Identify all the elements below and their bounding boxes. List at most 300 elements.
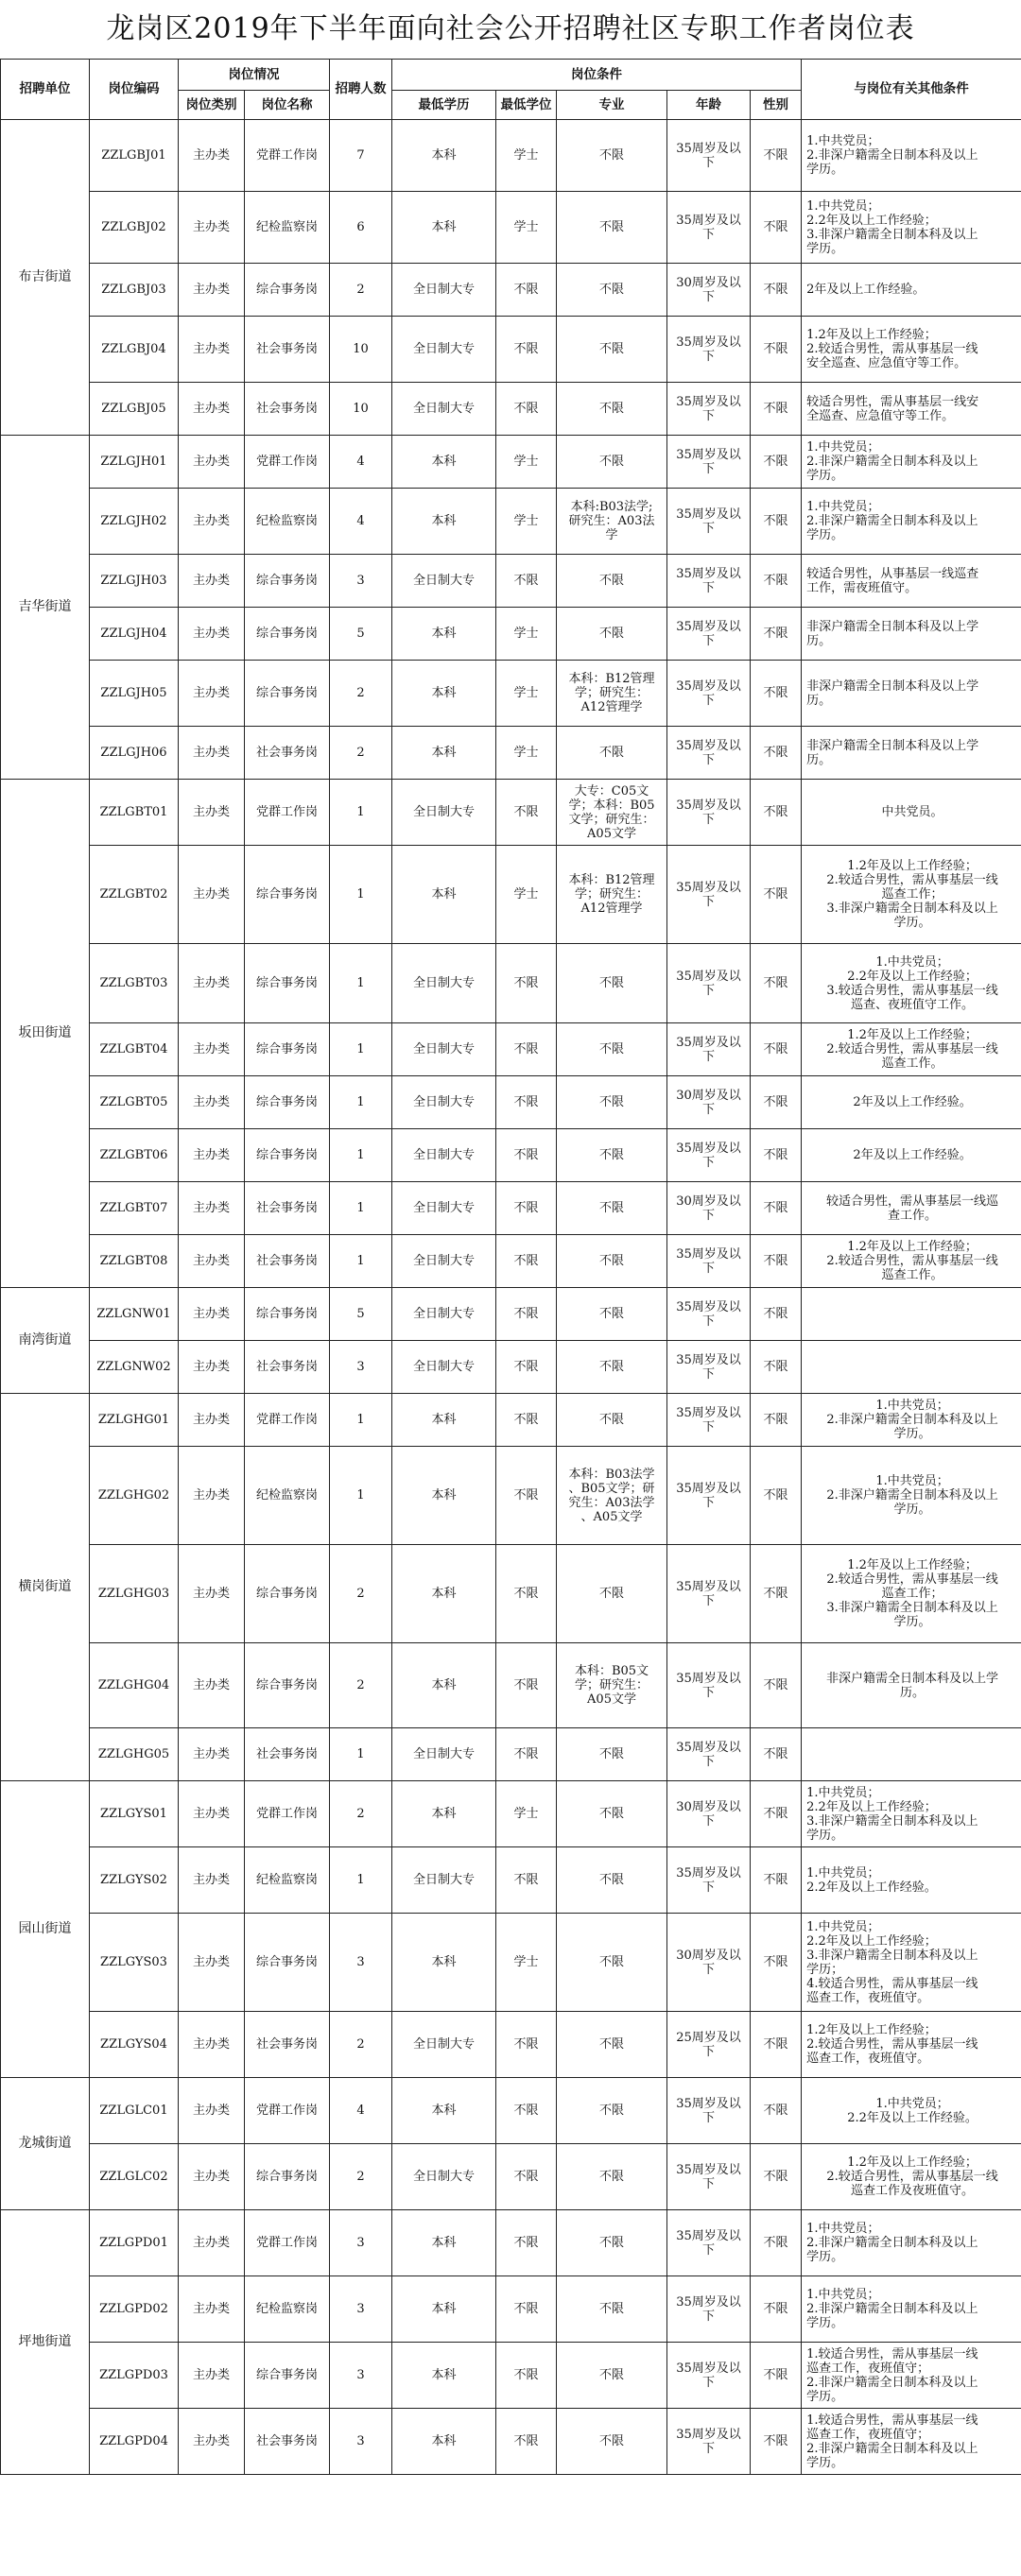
cell-code: ZZLGJH06 [90, 727, 179, 780]
cell-major: 本科：B12管理 学；研究生： A12管理学 [557, 661, 667, 727]
cell-gender: 不限 [751, 1076, 802, 1129]
cell-count: 4 [330, 2078, 392, 2144]
cell-edu: 本科 [392, 1914, 496, 2012]
cell-name: 综合事务岗 [245, 555, 330, 608]
cell-degree: 不限 [496, 2078, 557, 2144]
cell-degree: 学士 [496, 727, 557, 780]
table-row [1, 192, 1021, 264]
cell-degree: 不限 [496, 317, 557, 383]
cell-gender: 不限 [751, 2078, 802, 2144]
cell-gender: 不限 [751, 2343, 802, 2409]
cell-code: ZZLGPD02 [90, 2276, 179, 2343]
cell-name: 纪检监察岗 [245, 2276, 330, 2343]
cell-age: 35周岁及以 下 [667, 1394, 751, 1447]
cell-major: 不限 [557, 1288, 667, 1341]
cell-name: 纪检监察岗 [245, 1847, 330, 1914]
cell-other: 2年及以上工作经验。 [802, 1076, 1021, 1129]
cell-degree: 不限 [496, 2343, 557, 2409]
cell-degree: 不限 [496, 1288, 557, 1341]
cell-code: ZZLGJH01 [90, 436, 179, 489]
cell-count: 1 [330, 1129, 392, 1182]
cell-type: 主办类 [179, 1129, 245, 1182]
cell-unit: 横岗街道 [1, 1394, 90, 1781]
cell-name: 综合事务岗 [245, 661, 330, 727]
cell-edu: 全日制大专 [392, 1129, 496, 1182]
cell-type: 主办类 [179, 608, 245, 661]
cell-type: 主办类 [179, 383, 245, 436]
cell-other: 1.较适合男性，需从事基层一线 巡查工作，夜班值守； 2.非深户籍需全日制本科及以上 学历。 [802, 2409, 1021, 2475]
cell-major: 不限 [557, 1076, 667, 1129]
cell-code: ZZLGJH03 [90, 555, 179, 608]
cell-type: 主办类 [179, 192, 245, 264]
table-row [1, 780, 1021, 846]
cell-age: 35周岁及以 下 [667, 383, 751, 436]
cell-other: 1.2年及以上工作经验； 2.较适合男性，需从事基层一线 巡查工作； 3.非深户籍需全日制本科及以上 学历。 [802, 846, 1021, 944]
cell-gender: 不限 [751, 1545, 802, 1643]
cell-name: 综合事务岗 [245, 2343, 330, 2409]
cell-other: 1.2年及以上工作经验； 2.较适合男性，需从事基层一线 巡查工作。 [802, 1235, 1021, 1288]
cell-count: 1 [330, 1023, 392, 1076]
cell-name: 社会事务岗 [245, 1182, 330, 1235]
cell-major: 不限 [557, 1182, 667, 1235]
cell-gender: 不限 [751, 2144, 802, 2210]
table-row [1, 383, 1021, 436]
cell-age: 35周岁及以 下 [667, 192, 751, 264]
header-major: 专业 [557, 91, 667, 120]
cell-code: ZZLGNW01 [90, 1288, 179, 1341]
cell-count: 6 [330, 192, 392, 264]
cell-name: 纪检监察岗 [245, 1447, 330, 1545]
cell-edu: 本科 [392, 489, 496, 555]
cell-degree: 不限 [496, 1129, 557, 1182]
cell-major: 不限 [557, 317, 667, 383]
cell-name: 社会事务岗 [245, 2409, 330, 2475]
cell-other: 1.中共党员； 2.非深户籍需全日制本科及以上 学历。 [802, 489, 1021, 555]
cell-type: 主办类 [179, 1394, 245, 1447]
cell-major: 不限 [557, 1781, 667, 1847]
cell-gender: 不限 [751, 1847, 802, 1914]
cell-name: 党群工作岗 [245, 1394, 330, 1447]
cell-other: 1.2年及以上工作经验； 2.较适合男性，需从事基层一线 巡查工作。 [802, 1023, 1021, 1076]
cell-age: 25周岁及以 下 [667, 2012, 751, 2078]
cell-major: 不限 [557, 264, 667, 317]
cell-type: 主办类 [179, 661, 245, 727]
cell-count: 3 [330, 2276, 392, 2343]
cell-count: 1 [330, 1076, 392, 1129]
cell-age: 35周岁及以 下 [667, 436, 751, 489]
table-row [1, 846, 1021, 944]
cell-gender: 不限 [751, 1394, 802, 1447]
cell-edu: 全日制大专 [392, 1341, 496, 1394]
cell-degree: 不限 [496, 1394, 557, 1447]
cell-age: 35周岁及以 下 [667, 846, 751, 944]
cell-gender: 不限 [751, 1643, 802, 1728]
cell-age: 35周岁及以 下 [667, 2343, 751, 2409]
cell-edu: 全日制大专 [392, 1728, 496, 1781]
job-table [0, 59, 1021, 2475]
cell-unit: 龙城街道 [1, 2078, 90, 2210]
table-row [1, 2276, 1021, 2343]
cell-gender: 不限 [751, 727, 802, 780]
header-count: 招聘人数 [330, 60, 392, 120]
cell-type: 主办类 [179, 1728, 245, 1781]
cell-gender: 不限 [751, 780, 802, 846]
cell-other [802, 1288, 1021, 1341]
cell-type: 主办类 [179, 1235, 245, 1288]
cell-count: 1 [330, 1728, 392, 1781]
cell-other: 1.中共党员； 2.2年及以上工作经验； 3.非深户籍需全日制本科及以上 学历； 4.较适合男性，需从事基层一线 巡查工作，夜班值守。 [802, 1914, 1021, 2012]
cell-major: 不限 [557, 1914, 667, 2012]
cell-gender: 不限 [751, 2210, 802, 2276]
cell-unit: 吉华街道 [1, 436, 90, 780]
cell-type: 主办类 [179, 555, 245, 608]
cell-age: 35周岁及以 下 [667, 780, 751, 846]
cell-name: 党群工作岗 [245, 2078, 330, 2144]
cell-gender: 不限 [751, 317, 802, 383]
cell-degree: 不限 [496, 2276, 557, 2343]
cell-edu: 本科 [392, 608, 496, 661]
cell-age: 35周岁及以 下 [667, 317, 751, 383]
cell-code: ZZLGJH05 [90, 661, 179, 727]
table-row [1, 1076, 1021, 1129]
cell-count: 1 [330, 846, 392, 944]
cell-gender: 不限 [751, 1914, 802, 2012]
cell-edu: 全日制大专 [392, 1076, 496, 1129]
cell-other [802, 1341, 1021, 1394]
cell-degree: 学士 [496, 436, 557, 489]
cell-edu: 全日制大专 [392, 1235, 496, 1288]
header-gender: 性别 [751, 91, 802, 120]
cell-age: 35周岁及以 下 [667, 1023, 751, 1076]
cell-gender: 不限 [751, 383, 802, 436]
cell-age: 35周岁及以 下 [667, 608, 751, 661]
cell-type: 主办类 [179, 489, 245, 555]
cell-age: 30周岁及以 下 [667, 1182, 751, 1235]
cell-type: 主办类 [179, 727, 245, 780]
cell-major: 本科：B05文 学；研究生： A05文学 [557, 1643, 667, 1728]
cell-type: 主办类 [179, 1182, 245, 1235]
cell-name: 党群工作岗 [245, 436, 330, 489]
cell-gender: 不限 [751, 1182, 802, 1235]
cell-age: 35周岁及以 下 [667, 2210, 751, 2276]
cell-gender: 不限 [751, 2012, 802, 2078]
cell-count: 3 [330, 2343, 392, 2409]
cell-age: 35周岁及以 下 [667, 1728, 751, 1781]
cell-edu: 全日制大专 [392, 264, 496, 317]
cell-edu: 本科 [392, 2409, 496, 2475]
cell-unit: 园山街道 [1, 1781, 90, 2078]
header-conditions: 岗位条件 [392, 60, 802, 91]
cell-edu: 本科 [392, 436, 496, 489]
header-unit: 招聘单位 [1, 60, 90, 120]
cell-count: 3 [330, 2409, 392, 2475]
cell-name: 综合事务岗 [245, 2144, 330, 2210]
cell-other: 1.中共党员； 2.2年及以上工作经验； 3.非深户籍需全日制本科及以上 学历。 [802, 1781, 1021, 1847]
cell-major: 不限 [557, 2343, 667, 2409]
cell-other: 非深户籍需全日制本科及以上学 历。 [802, 661, 1021, 727]
table-row [1, 727, 1021, 780]
cell-major: 不限 [557, 2276, 667, 2343]
cell-count: 1 [330, 1447, 392, 1545]
cell-type: 主办类 [179, 846, 245, 944]
cell-gender: 不限 [751, 192, 802, 264]
cell-other: 1.2年及以上工作经验； 2.较适合男性，需从事基层一线 巡查工作，夜班值守。 [802, 2012, 1021, 2078]
header-degree: 最低学位 [496, 91, 557, 120]
cell-code: ZZLGPD04 [90, 2409, 179, 2475]
cell-degree: 学士 [496, 192, 557, 264]
cell-code: ZZLGYS03 [90, 1914, 179, 2012]
cell-major: 不限 [557, 436, 667, 489]
cell-name: 综合事务岗 [245, 1023, 330, 1076]
cell-major: 不限 [557, 555, 667, 608]
cell-edu: 全日制大专 [392, 383, 496, 436]
table-row [1, 555, 1021, 608]
cell-other: 非深户籍需全日制本科及以上学 历。 [802, 608, 1021, 661]
cell-name: 综合事务岗 [245, 1076, 330, 1129]
cell-code: ZZLGHG01 [90, 1394, 179, 1447]
cell-count: 3 [330, 1341, 392, 1394]
cell-other: 较适合男性，需从事基层一线巡 查工作。 [802, 1182, 1021, 1235]
header-post-type: 岗位类别 [179, 91, 245, 120]
cell-other: 非深户籍需全日制本科及以上学 历。 [802, 1643, 1021, 1728]
cell-type: 主办类 [179, 2144, 245, 2210]
cell-count: 1 [330, 1182, 392, 1235]
cell-edu: 本科 [392, 1447, 496, 1545]
cell-major: 不限 [557, 1728, 667, 1781]
cell-major: 不限 [557, 1235, 667, 1288]
cell-major: 不限 [557, 1847, 667, 1914]
cell-age: 35周岁及以 下 [667, 1129, 751, 1182]
cell-other: 1.中共党员； 2.非深户籍需全日制本科及以上 学历。 [802, 1394, 1021, 1447]
cell-major: 不限 [557, 2144, 667, 2210]
cell-edu: 全日制大专 [392, 2144, 496, 2210]
cell-degree: 学士 [496, 661, 557, 727]
cell-age: 35周岁及以 下 [667, 727, 751, 780]
cell-count: 7 [330, 120, 392, 192]
cell-code: ZZLGHG04 [90, 1643, 179, 1728]
cell-code: ZZLGBT01 [90, 780, 179, 846]
cell-unit: 坂田街道 [1, 780, 90, 1288]
cell-other: 1.中共党员； 2.非深户籍需全日制本科及以上 学历。 [802, 436, 1021, 489]
table-row [1, 1288, 1021, 1341]
header-code: 岗位编码 [90, 60, 179, 120]
cell-edu: 全日制大专 [392, 1023, 496, 1076]
cell-other: 中共党员。 [802, 780, 1021, 846]
cell-age: 35周岁及以 下 [667, 2144, 751, 2210]
table-row [1, 1781, 1021, 1847]
table-row [1, 1643, 1021, 1728]
cell-degree: 不限 [496, 1341, 557, 1394]
table-row [1, 120, 1021, 192]
table-row [1, 608, 1021, 661]
cell-type: 主办类 [179, 2276, 245, 2343]
cell-code: ZZLGLC01 [90, 2078, 179, 2144]
cell-other [802, 1728, 1021, 1781]
cell-age: 35周岁及以 下 [667, 555, 751, 608]
cell-gender: 不限 [751, 1235, 802, 1288]
cell-edu: 本科 [392, 1781, 496, 1847]
cell-count: 2 [330, 1781, 392, 1847]
cell-degree: 不限 [496, 2210, 557, 2276]
cell-major: 不限 [557, 2012, 667, 2078]
cell-degree: 不限 [496, 1545, 557, 1643]
cell-type: 主办类 [179, 1643, 245, 1728]
cell-count: 2 [330, 2012, 392, 2078]
cell-edu: 全日制大专 [392, 555, 496, 608]
header-age: 年龄 [667, 91, 751, 120]
cell-edu: 全日制大专 [392, 780, 496, 846]
cell-edu: 全日制大专 [392, 1847, 496, 1914]
cell-count: 1 [330, 1235, 392, 1288]
cell-count: 3 [330, 555, 392, 608]
cell-edu: 本科 [392, 661, 496, 727]
cell-name: 党群工作岗 [245, 2210, 330, 2276]
table-row [1, 1447, 1021, 1545]
cell-gender: 不限 [751, 608, 802, 661]
cell-degree: 不限 [496, 2409, 557, 2475]
cell-gender: 不限 [751, 1129, 802, 1182]
cell-count: 3 [330, 2210, 392, 2276]
cell-gender: 不限 [751, 264, 802, 317]
cell-edu: 全日制大专 [392, 317, 496, 383]
cell-edu: 本科 [392, 2343, 496, 2409]
cell-name: 综合事务岗 [245, 846, 330, 944]
cell-age: 35周岁及以 下 [667, 2276, 751, 2343]
cell-name: 社会事务岗 [245, 383, 330, 436]
cell-count: 5 [330, 1288, 392, 1341]
cell-type: 主办类 [179, 436, 245, 489]
cell-code: ZZLGJH04 [90, 608, 179, 661]
cell-code: ZZLGBT02 [90, 846, 179, 944]
table-row [1, 2343, 1021, 2409]
cell-code: ZZLGBT04 [90, 1023, 179, 1076]
cell-degree: 不限 [496, 2144, 557, 2210]
cell-code: ZZLGLC02 [90, 2144, 179, 2210]
cell-edu: 本科 [392, 2078, 496, 2144]
cell-type: 主办类 [179, 120, 245, 192]
cell-type: 主办类 [179, 1288, 245, 1341]
cell-name: 社会事务岗 [245, 1235, 330, 1288]
cell-unit: 南湾街道 [1, 1288, 90, 1394]
cell-degree: 学士 [496, 120, 557, 192]
cell-edu: 本科 [392, 727, 496, 780]
cell-count: 4 [330, 436, 392, 489]
cell-code: ZZLGNW02 [90, 1341, 179, 1394]
table-row [1, 1129, 1021, 1182]
cell-name: 综合事务岗 [245, 1914, 330, 2012]
table-row [1, 1394, 1021, 1447]
cell-name: 社会事务岗 [245, 727, 330, 780]
cell-degree: 不限 [496, 1447, 557, 1545]
cell-degree: 学士 [496, 1781, 557, 1847]
cell-type: 主办类 [179, 1545, 245, 1643]
cell-age: 35周岁及以 下 [667, 1847, 751, 1914]
cell-age: 35周岁及以 下 [667, 1447, 751, 1545]
cell-degree: 不限 [496, 780, 557, 846]
cell-type: 主办类 [179, 2409, 245, 2475]
table-row [1, 944, 1021, 1023]
table-row [1, 1847, 1021, 1914]
cell-code: ZZLGYS04 [90, 2012, 179, 2078]
cell-degree: 不限 [496, 1643, 557, 1728]
cell-degree: 不限 [496, 1023, 557, 1076]
cell-type: 主办类 [179, 1447, 245, 1545]
cell-gender: 不限 [751, 436, 802, 489]
cell-age: 35周岁及以 下 [667, 120, 751, 192]
cell-code: ZZLGBJ02 [90, 192, 179, 264]
cell-edu: 本科 [392, 846, 496, 944]
cell-name: 社会事务岗 [245, 1341, 330, 1394]
cell-code: ZZLGBJ04 [90, 317, 179, 383]
cell-major: 本科：B12管理 学；研究生： A12管理学 [557, 846, 667, 944]
cell-major: 不限 [557, 383, 667, 436]
cell-count: 2 [330, 661, 392, 727]
cell-type: 主办类 [179, 944, 245, 1023]
cell-edu: 全日制大专 [392, 1182, 496, 1235]
cell-age: 30周岁及以 下 [667, 1914, 751, 2012]
cell-type: 主办类 [179, 1781, 245, 1847]
cell-age: 35周岁及以 下 [667, 1235, 751, 1288]
table-row [1, 317, 1021, 383]
cell-name: 综合事务岗 [245, 1288, 330, 1341]
cell-code: ZZLGBJ05 [90, 383, 179, 436]
cell-other: 1.2年及以上工作经验； 2.较适合男性，需从事基层一线 巡查工作及夜班值守。 [802, 2144, 1021, 2210]
cell-edu: 本科 [392, 1394, 496, 1447]
table-row [1, 2409, 1021, 2475]
cell-gender: 不限 [751, 489, 802, 555]
cell-name: 纪检监察岗 [245, 489, 330, 555]
cell-name: 综合事务岗 [245, 1129, 330, 1182]
cell-type: 主办类 [179, 780, 245, 846]
cell-age: 35周岁及以 下 [667, 1643, 751, 1728]
cell-name: 社会事务岗 [245, 1728, 330, 1781]
cell-name: 综合事务岗 [245, 1643, 330, 1728]
cell-code: ZZLGBT05 [90, 1076, 179, 1129]
cell-code: ZZLGBT06 [90, 1129, 179, 1182]
cell-type: 主办类 [179, 264, 245, 317]
cell-gender: 不限 [751, 1341, 802, 1394]
cell-type: 主办类 [179, 1914, 245, 2012]
cell-degree: 学士 [496, 608, 557, 661]
cell-edu: 本科 [392, 2210, 496, 2276]
cell-degree: 不限 [496, 555, 557, 608]
cell-degree: 学士 [496, 1914, 557, 2012]
cell-type: 主办类 [179, 2343, 245, 2409]
cell-degree: 学士 [496, 489, 557, 555]
cell-major: 不限 [557, 120, 667, 192]
cell-count: 2 [330, 1545, 392, 1643]
cell-type: 主办类 [179, 317, 245, 383]
cell-age: 35周岁及以 下 [667, 1341, 751, 1394]
cell-edu: 本科 [392, 2276, 496, 2343]
cell-other: 1.中共党员； 2.2年及以上工作经验； 3.非深户籍需全日制本科及以上 学历。 [802, 192, 1021, 264]
table-row [1, 264, 1021, 317]
table-row [1, 1914, 1021, 2012]
cell-other: 1.2年及以上工作经验； 2.较适合男性，需从事基层一线 安全巡查、应急值守等工作。 [802, 317, 1021, 383]
cell-code: ZZLGJH02 [90, 489, 179, 555]
cell-age: 35周岁及以 下 [667, 2409, 751, 2475]
cell-code: ZZLGHG05 [90, 1728, 179, 1781]
cell-age: 35周岁及以 下 [667, 661, 751, 727]
cell-type: 主办类 [179, 1076, 245, 1129]
table-row [1, 1182, 1021, 1235]
cell-degree: 不限 [496, 383, 557, 436]
table-row [1, 436, 1021, 489]
cell-gender: 不限 [751, 1728, 802, 1781]
cell-code: ZZLGYS01 [90, 1781, 179, 1847]
cell-major: 本科：B03法学 、B05文学；研 究生：A03法学 、A05文学 [557, 1447, 667, 1545]
cell-name: 综合事务岗 [245, 264, 330, 317]
